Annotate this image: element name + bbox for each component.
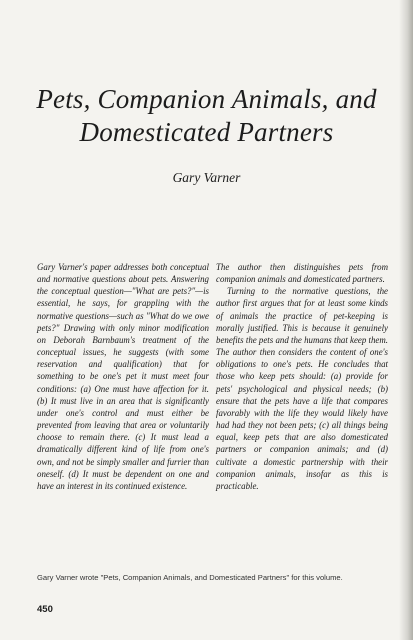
article-title — [0, 83, 413, 149]
abstract-paragraph: Turning to the normative questions, the author first argues that for at least some kinds of animals the practice of pet-keeping is morally justified. This is because it genuinely benefits the pets and the humans that keep them. The author then considers the content of one's obligations to one's pets. He concludes that those who keep pets should: (a) provide for pets' psychological and physical needs; (b) ensure that the pets have a life that compares favorably with the life they would likely have had had they not been pets; (c) all things being equal, keep pets that are also domesticated partners or companion animals; and (d) cultivate a domestic partnership with their companion animals, insofar as this is practicable. — [216, 286, 388, 491]
abstract-paragraph: The author then distinguishes pets from companion animals and domesticated partners. — [216, 262, 388, 285]
source-footnote: Gary Varner wrote "Pets, Companion Animals, and Domesticated Partners" for this volume. — [37, 573, 343, 582]
article-author: Gary Varner — [172, 170, 241, 185]
article-title-line-1: Pets, Companion Animals, and — [36, 84, 377, 114]
page-number: 450 — [37, 604, 53, 615]
abstract-paragraph: Gary Varner's paper addresses both conceptual and normative questions about pets. Answering the conceptual question—"What are pets?"—is essential, he says, for grappling with the normative questions—such as "What do we owe pets?" Drawing with only minor modification on Deborah Barnbaum's treatment of the conceptual issues, he suggests (with some reservation and qualification) that for something to be one's pet it must meet four conditions: (a) One must have affection for it. (b) It must live in an area that is significantly under one's control and must either be prevented from leaving that area or voluntarily choose to remain there. (c) It must lead a dramatically different kind of life from one's own, and not be simply smaller and furrier than oneself. (d) It must be dependent on one and have an interest in its continued existence. — [37, 262, 209, 491]
abstract-column-right — [216, 261, 388, 492]
abstract-column-left — [37, 261, 209, 492]
article-title-line-2: Domesticated Partners — [79, 117, 334, 147]
